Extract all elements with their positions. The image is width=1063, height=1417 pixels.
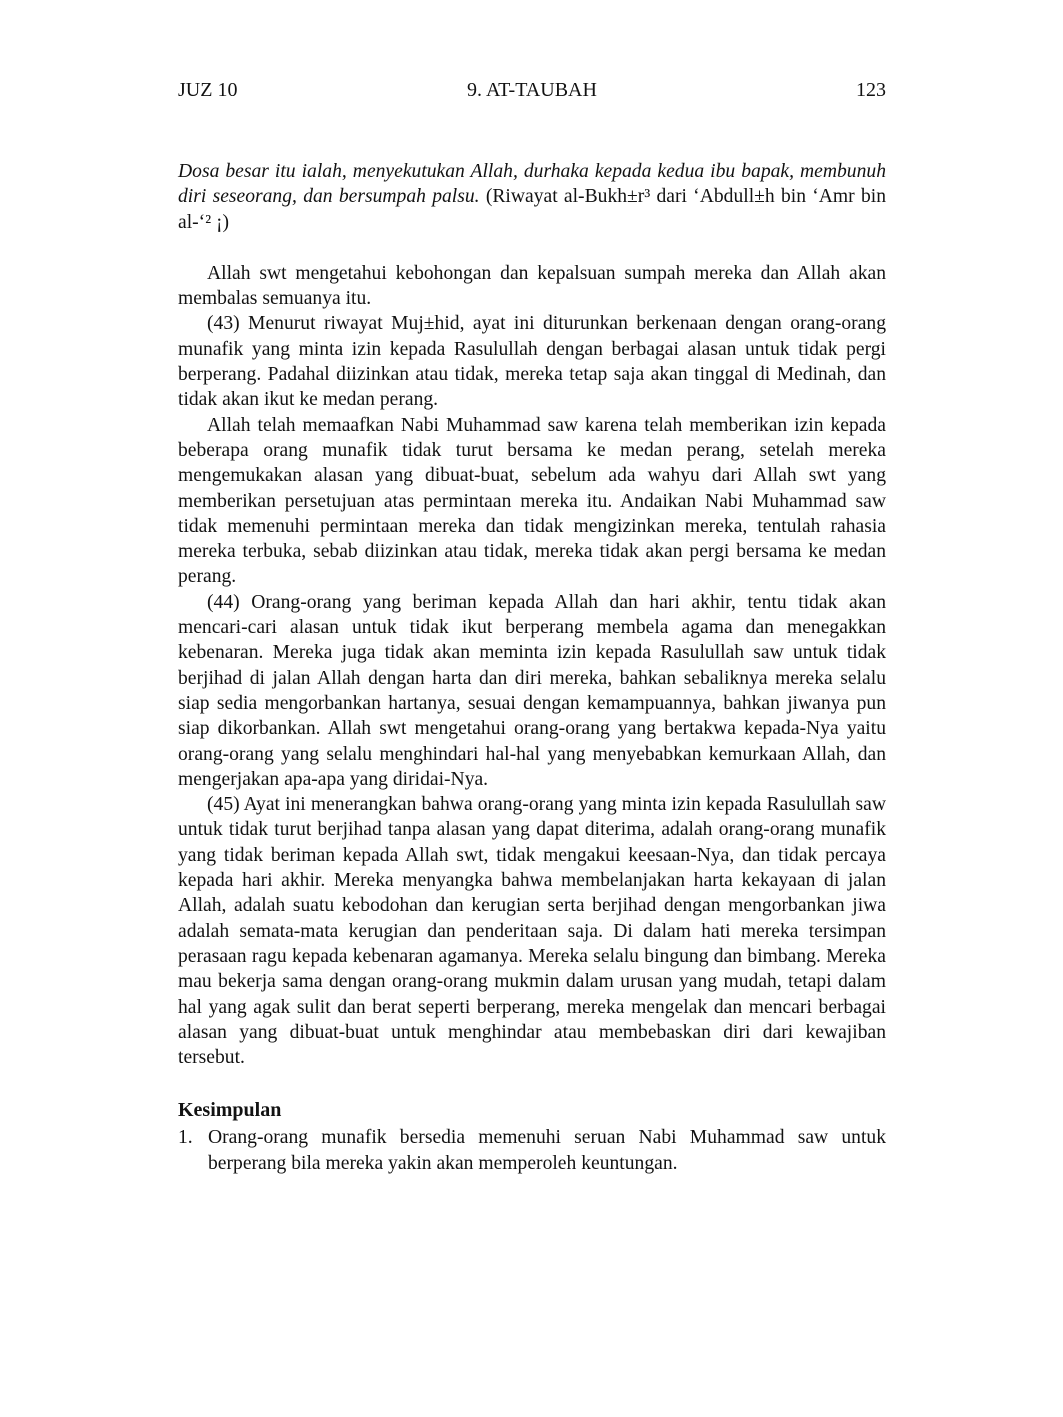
paragraph: Allah swt mengetahui kebohongan dan kepalsuan sumpah mereka dan Allah akan membalas semuanya itu.	[178, 262, 886, 310]
hadith-citation: (Riwayat al-Bukh±r³ dari ‘Abdull±h bin ‘Amr bin al-‘² ¡)	[178, 186, 886, 233]
juz-label: JUZ 10	[178, 79, 238, 101]
conclusion-heading: Kesimpulan	[178, 1099, 282, 1122]
page-number: 123	[856, 79, 886, 101]
page-body	[178, 159, 886, 1176]
conclusion-list	[178, 1125, 886, 1176]
paragraph: (43) Menurut riwayat Muj±hid, ayat ini diturunkan berkenaan dengan orang-orang munafik yang minta izin kepada Rasulullah dengan berbagai alasan untuk tidak pergi berperang. Padahal diizinkan atau tidak, mereka tetap saja akan tinggal di Medinah, dan tidak akan ikut ke medan perang.	[178, 313, 886, 411]
list-item	[178, 1125, 886, 1176]
paragraph: Allah telah memaafkan Nabi Muhammad saw karena telah memberikan izin kepada beberapa orang munafik tidak turut bersama ke medan perang, setelah mereka mengemukakan alasan yang dibuat-buat, sebelum ada wahyu dari Allah swt yang memberikan persetujuan atas permintaan mereka itu. Andaikan Nabi Muhammad saw tidak memenuhi permintaan mereka dan tidak mengizinkan mereka, tentulah rahasia mereka terbuka, sebab diizinkan atau tidak, mereka tidak akan pergi bersama ke medan perang.	[178, 414, 886, 588]
list-item-number: 1.	[178, 1127, 193, 1149]
list-item-text: Orang-orang munafik bersedia memenuhi seruan Nabi Muhammad saw untuk berperang bila mereka yakin akan memperoleh keuntungan.	[208, 1127, 886, 1174]
hadith-translation-italic: Dosa besar itu ialah, menyekutukan Allah, durhaka kepada kedua ibu bapak, membunuh diri seseorang, dan bersumpah palsu.	[178, 161, 886, 208]
page-header	[178, 78, 886, 103]
surah-title: 9. AT-TAUBAH	[467, 79, 597, 101]
hadith-translation	[178, 159, 886, 235]
paragraph: (45) Ayat ini menerangkan bahwa orang-orang yang minta izin kepada Rasulullah saw untuk tidak turut berjihad tanpa alasan yang dapat diterima, adalah orang-orang munafik yang tidak beriman kepada Allah swt, tidak mengakui keesaan-Nya, dan tidak percaya kepada hari akhir. Mereka menyangka bahwa membelanjakan harta kekayaan di jalan Allah, adalah suatu kebodohan dan kerugian serta berjihad dengan mengorbankan jiwa adalah semata-mata kerugian dan penderitaan saja. Di dalam hati mereka tersimpan perasaan ragu kepada kebenaran agamanya. Mereka selalu bingung dan bimbang. Mereka mau bekerja sama dengan orang-orang mukmin dalam urusan yang mudah, tetapi dalam hal yang agak sulit dan berat seperti berperang, mereka mengelak dan mencari berbagai alasan yang dibuat-buat untuk menghindar atau membebaskan diri dari kewajiban tersebut.	[178, 794, 886, 1069]
paragraph: (44) Orang-orang yang beriman kepada Allah dan hari akhir, tentu tidak akan mencari-cari alasan untuk tidak ikut berperang membela agama dan menegakkan kebenaran. Mereka juga tidak akan meminta izin kepada Rasulullah saw untuk tidak berjihad di jalan Allah dengan harta dan diri mereka, bahkan sebaliknya mereka selalu siap sedia mengorbankan hartanya, sesuai dengan kemampuannya, bahkan jiwanya pun siap dikorbankan. Allah swt mengetahui orang-orang yang bertakwa kepada-Nya yaitu orang-orang yang selalu menghindari hal-hal yang menyebabkan kemurkaan Allah, dan mengerjakan apa-apa yang diridai-Nya.	[178, 591, 886, 790]
